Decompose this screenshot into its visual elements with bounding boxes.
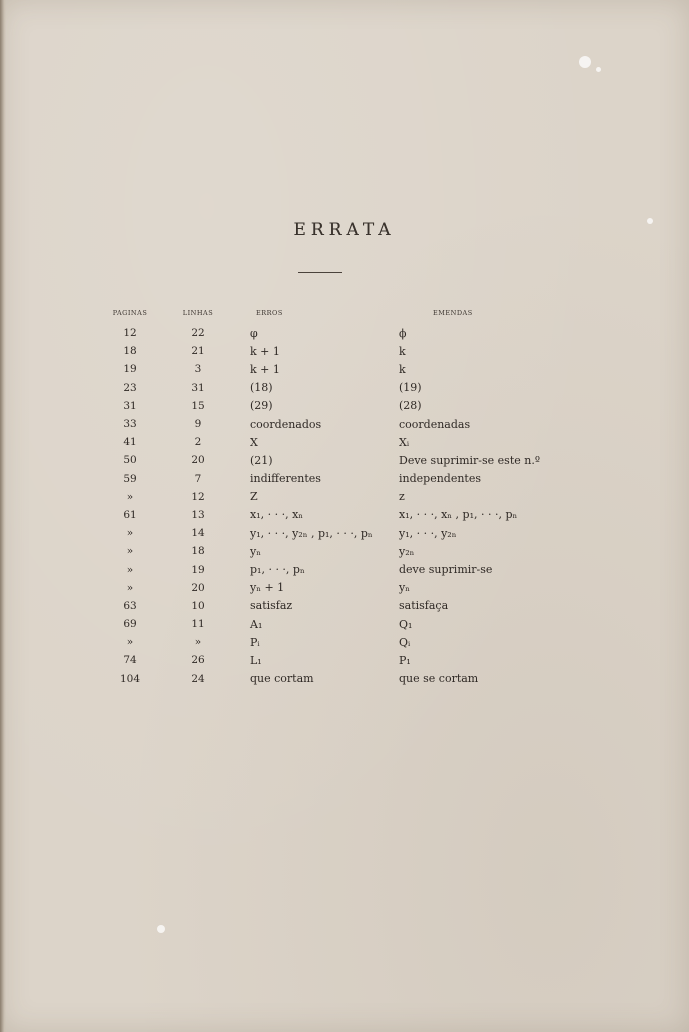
table-row <box>100 415 593 433</box>
cell-pagina: 104 <box>119 672 141 685</box>
table-row <box>100 470 593 488</box>
table-row <box>100 524 593 542</box>
cell-erro: y₁, · · ·, y₂ₙ , p₁, · · ·, pₙ <box>250 526 373 540</box>
cell-emenda: Xᵢ <box>399 435 410 449</box>
cell-emenda: (19) <box>399 381 422 395</box>
cell-erro: Pᵢ <box>250 635 260 649</box>
column-header-paginas: PAGINAS <box>112 309 148 317</box>
cell-linha: 15 <box>191 399 205 412</box>
cell-pagina: 18 <box>123 345 137 358</box>
cell-emenda: k <box>399 362 406 376</box>
cell-emenda: Deve suprimir-se este n.º <box>399 453 541 467</box>
cell-emenda: y₁, · · ·, y₂ₙ <box>399 526 457 540</box>
table-row <box>100 397 593 415</box>
column-header-emendas: EMENDAS <box>433 309 473 317</box>
table-row <box>100 506 593 524</box>
table-row <box>100 379 593 397</box>
cell-pagina: » <box>126 490 134 503</box>
cell-emenda: deve suprimir-se <box>399 563 493 577</box>
title-rule <box>298 272 342 273</box>
cell-erro: yₙ <box>250 544 261 558</box>
table-row <box>100 433 593 451</box>
cell-pagina: » <box>126 636 134 649</box>
table-row <box>100 542 593 560</box>
cell-erro: satisfaz <box>250 599 293 613</box>
table-header <box>100 308 593 324</box>
cell-linha: 26 <box>191 654 205 667</box>
cell-linha: 24 <box>191 672 205 685</box>
cell-erro: (29) <box>250 399 273 413</box>
cell-erro: Z <box>250 490 258 504</box>
cell-erro: coordenados <box>250 417 322 431</box>
page-title: ERRATA <box>293 220 396 240</box>
table-row <box>100 560 593 578</box>
cell-linha: 11 <box>191 618 205 631</box>
cell-linha: 21 <box>191 345 205 358</box>
cell-emenda: z <box>399 490 405 504</box>
cell-emenda: y₂ₙ <box>399 544 415 558</box>
cell-pagina: 23 <box>123 381 137 394</box>
table-row <box>100 670 593 688</box>
cell-erro: k + 1 <box>250 344 280 358</box>
cell-pagina: 41 <box>123 436 137 449</box>
cell-pagina: » <box>126 545 134 558</box>
cell-erro: (21) <box>250 453 273 467</box>
table-row <box>100 342 593 360</box>
column-header-erros: ERROS <box>256 309 283 317</box>
cell-emenda: Q₁ <box>399 617 413 631</box>
cell-erro: (18) <box>250 381 273 395</box>
cell-linha: 12 <box>191 490 205 503</box>
cell-emenda: (28) <box>399 399 422 413</box>
column-header-linhas: LINHAS <box>182 309 214 317</box>
cell-erro: φ <box>250 326 258 340</box>
cell-erro: L₁ <box>250 653 262 667</box>
table-row <box>100 360 593 378</box>
table-row <box>100 488 593 506</box>
table-row <box>100 597 593 615</box>
table-row <box>100 324 593 342</box>
cell-pagina: 59 <box>123 472 137 485</box>
cell-pagina: 19 <box>123 363 137 376</box>
cell-emenda: k <box>399 344 406 358</box>
table-row <box>100 615 593 633</box>
cell-emenda: ϕ <box>399 326 407 340</box>
cell-pagina: 63 <box>123 599 137 612</box>
cell-emenda: coordenadas <box>399 417 471 431</box>
errata-table <box>100 308 593 688</box>
cell-linha: 10 <box>191 599 205 612</box>
cell-linha: 22 <box>191 327 205 340</box>
paper-speck <box>596 67 601 72</box>
cell-emenda: Qᵢ <box>399 635 411 649</box>
cell-pagina: » <box>126 581 134 594</box>
cell-pagina: » <box>126 563 134 576</box>
cell-pagina: 33 <box>123 418 137 431</box>
cell-emenda: P₁ <box>399 653 411 667</box>
cell-linha: 13 <box>191 508 205 521</box>
cell-linha: 31 <box>191 381 205 394</box>
table-row <box>100 651 593 669</box>
paper-speck <box>157 925 165 933</box>
cell-emenda: satisfaça <box>399 599 449 613</box>
cell-linha: 20 <box>191 454 205 467</box>
cell-pagina: 50 <box>123 454 137 467</box>
cell-linha: » <box>194 636 202 649</box>
paper-speck <box>579 56 591 68</box>
cell-erro: k + 1 <box>250 362 280 376</box>
cell-pagina: 12 <box>123 327 137 340</box>
cell-linha: 2 <box>194 436 202 449</box>
cell-linha: 18 <box>191 545 205 558</box>
cell-erro: A₁ <box>250 617 263 631</box>
cell-pagina: 61 <box>123 508 137 521</box>
cell-emenda: que se cortam <box>399 672 479 686</box>
cell-emenda: yₙ <box>399 581 410 595</box>
cell-erro: indifferentes <box>250 472 321 486</box>
cell-emenda: independentes <box>399 472 482 486</box>
table-row <box>100 451 593 469</box>
cell-linha: 14 <box>191 527 205 540</box>
cell-linha: 3 <box>194 363 202 376</box>
cell-linha: 7 <box>194 472 202 485</box>
table-row <box>100 579 593 597</box>
table-row <box>100 633 593 651</box>
cell-pagina: 74 <box>123 654 137 667</box>
cell-pagina: 31 <box>123 399 137 412</box>
cell-linha: 20 <box>191 581 205 594</box>
cell-erro: yₙ + 1 <box>250 581 285 595</box>
cell-erro: x₁, · · ·, xₙ <box>250 508 304 522</box>
cell-erro: que cortam <box>250 672 314 686</box>
cell-emenda: x₁, · · ·, xₙ , p₁, · · ·, pₙ <box>399 508 518 522</box>
cell-linha: 19 <box>191 563 205 576</box>
cell-pagina: » <box>126 527 134 540</box>
cell-erro: X <box>250 435 258 449</box>
cell-linha: 9 <box>194 418 202 431</box>
cell-erro: p₁, · · ·, pₙ <box>250 563 305 577</box>
cell-pagina: 69 <box>123 618 137 631</box>
page-edge <box>0 0 6 1032</box>
errata-rows <box>100 324 593 688</box>
